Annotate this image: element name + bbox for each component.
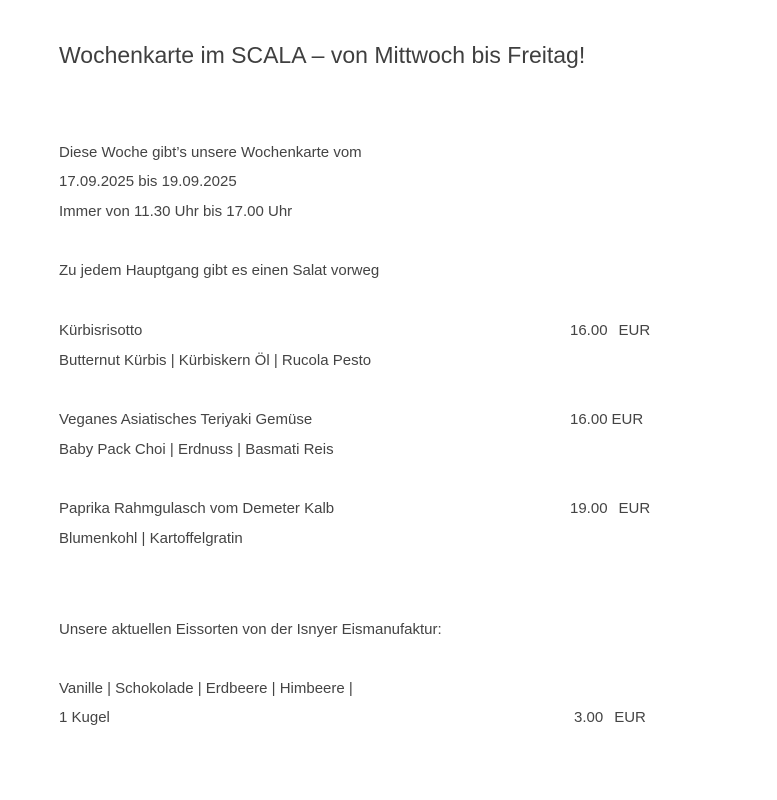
dish-details: Blumenkohl | Kartoffelgratin bbox=[59, 530, 243, 547]
intro-line-1: Diese Woche gibt’s unsere Wochenkarte vom bbox=[59, 144, 362, 161]
dish-price bbox=[570, 410, 643, 430]
dish-name: Veganes Asiatisches Teriyaki Gemüse bbox=[59, 411, 313, 428]
page-title: Wochenkarte im SCALA – von Mittwoch bis Freitag! bbox=[59, 42, 586, 68]
ice-cream-heading: Unsere aktuellen Eissorten von der Isnyer Eismanufaktur: bbox=[59, 621, 442, 638]
ice-cream-flavors: Vanille | Schokolade | Erdbeere | Himbeere | bbox=[59, 680, 353, 697]
price-value: 16.00 bbox=[570, 411, 608, 428]
price-value: 3.00 bbox=[574, 709, 604, 726]
price-currency: EUR bbox=[618, 500, 651, 517]
dish-details: Butternut Kürbis | Kürbiskern Öl | Rucola Pesto bbox=[59, 352, 372, 369]
price-currency: EUR bbox=[618, 322, 651, 339]
intro-date-range: 17.09.2025 bis 19.09.2025 bbox=[59, 173, 237, 190]
price-value: 19.00 bbox=[570, 500, 608, 517]
price-value: 16.00 bbox=[570, 322, 608, 339]
price-currency: EUR bbox=[611, 411, 644, 428]
ice-cream-price bbox=[574, 708, 646, 728]
salad-note: Zu jedem Hauptgang gibt es einen Salat vorweg bbox=[59, 262, 380, 279]
dish-name: Paprika Rahmgulasch vom Demeter Kalb bbox=[59, 500, 335, 517]
dish-details: Baby Pack Choi | Erdnuss | Basmati Reis bbox=[59, 441, 334, 458]
dish-price bbox=[570, 499, 650, 519]
ice-cream-item: 1 Kugel bbox=[59, 709, 110, 726]
intro-opening-hours: Immer von 11.30 Uhr bis 17.00 Uhr bbox=[59, 203, 293, 220]
dish-price bbox=[570, 321, 650, 341]
price-currency: EUR bbox=[614, 709, 646, 726]
dish-name: Kürbisrisotto bbox=[59, 322, 143, 339]
